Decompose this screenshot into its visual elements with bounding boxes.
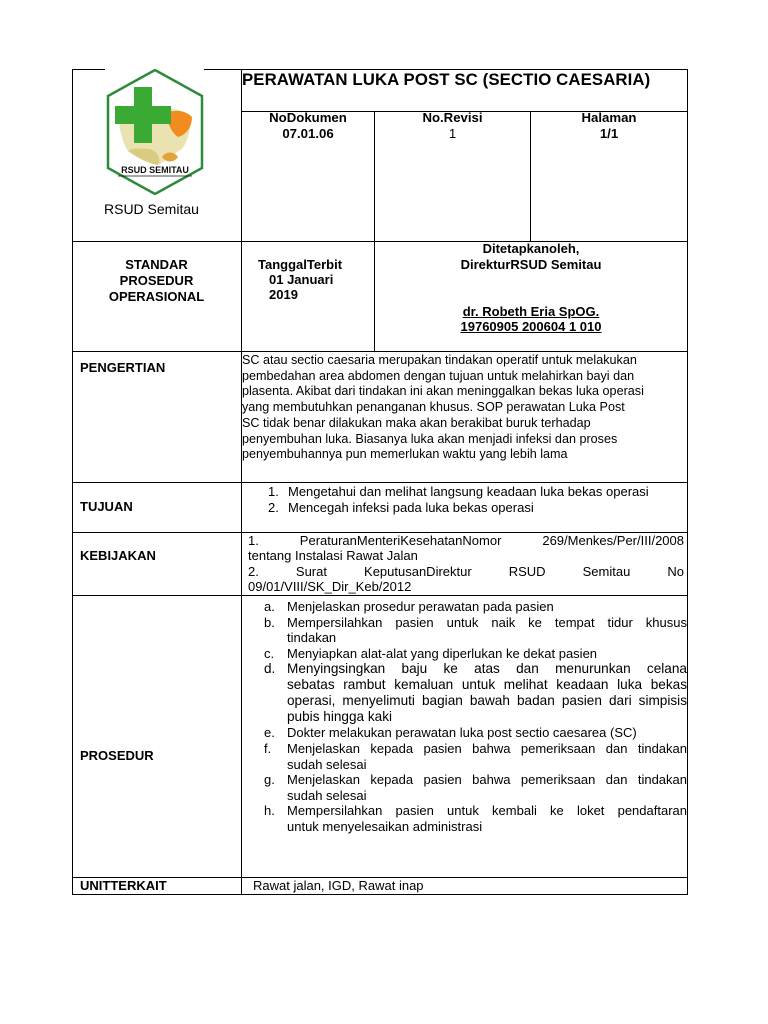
- prosedur-line: Menyiapkan alat-alat yang diperlukan ke dekat pasien: [287, 645, 598, 661]
- tujuan-item: [268, 484, 688, 500]
- unit-terkait-label: UNITTERKAIT: [80, 878, 167, 893]
- pengertian-line: SC atau sectio caesaria merupakan tindakan operatif untuk melakukan: [242, 353, 637, 367]
- list-marker: c.: [264, 645, 275, 661]
- prosedur-line: Dokter melakukan perawatan luka post sectio caesarea (SC): [287, 725, 637, 741]
- kebijakan-text: [248, 533, 684, 594]
- row-divider: [72, 351, 688, 352]
- tujuan-item-text: Mengetahui dan melihat langsung keadaan luka bekas operasi: [288, 484, 649, 499]
- prosedur-line: operasi, menyelimuti bagian bawah badan pasien dari simpisis: [287, 693, 687, 709]
- prosedur-item: [264, 741, 687, 772]
- kebijakan-line: 09/01/VIII/SK_Dir_Keb/2012: [248, 579, 412, 594]
- kebijakan-line: tentang Instalasi Rawat Jalan: [248, 548, 418, 564]
- tujuan-list: [268, 484, 688, 516]
- list-marker: d.: [264, 661, 276, 677]
- prosedur-line: pubis hingga kaki: [287, 709, 393, 725]
- list-marker: g.: [264, 772, 275, 788]
- table-border-left: [72, 69, 73, 895]
- halaman-label: Halaman: [581, 110, 637, 125]
- row-divider: [72, 595, 688, 596]
- sop-document: [72, 69, 688, 895]
- halaman-value: 1/1: [599, 126, 619, 141]
- tujuan-item-text: Mencegah infeksi pada luka bekas operasi: [288, 500, 534, 515]
- column-divider: [241, 69, 242, 895]
- unit-terkait-value: Rawat jalan, IGD, Rawat inap: [253, 878, 424, 893]
- list-marker: f.: [264, 740, 272, 756]
- tujuan-item: [268, 500, 688, 516]
- hospital-logo: [106, 69, 204, 195]
- pengertian-line: penyembuhannya pun memerlukan waktu yang lebih lama: [242, 447, 568, 462]
- prosedur-list: [264, 599, 687, 835]
- list-marker: b.: [264, 614, 275, 630]
- prosedur-line: Menjelaskan kepada pasien bahwa pemeriksaan dan tindakan: [287, 740, 687, 756]
- list-marker: h.: [264, 803, 275, 819]
- signer-nip: 19760905 200604 1 010: [460, 319, 602, 334]
- list-marker: 2.: [268, 500, 279, 515]
- table-border-right: [687, 69, 688, 895]
- no-dokumen-label: NoDokumen: [269, 110, 347, 125]
- ditetapkan-oleh: Ditetapkanoleh,: [482, 241, 580, 256]
- pengertian-line: penyembuhan luka. Biasanya luka akan menjadi infeksi dan proses: [242, 431, 618, 446]
- tanggal-terbit-value-line2: 2019: [269, 287, 298, 302]
- pengertian-line: SC tidak benar dilakukan maka akan berakibat buruk terhadap: [242, 415, 591, 430]
- no-dokumen-value: 07.01.06: [282, 126, 334, 141]
- prosedur-item: [264, 599, 687, 615]
- prosedur-item: [264, 661, 687, 725]
- no-revisi-value: 1: [448, 126, 457, 141]
- prosedur-line: untuk menyelesaikan administrasi: [287, 818, 483, 834]
- prosedur-item: [264, 803, 687, 834]
- prosedur-line: tindakan: [287, 630, 337, 646]
- row-divider: [72, 482, 688, 483]
- table-border-bottom: [72, 894, 688, 895]
- prosedur-line: sudah selesai: [287, 787, 367, 803]
- prosedur-item: [264, 646, 687, 662]
- list-marker: 1.: [268, 484, 279, 499]
- sop-label-line1: STANDAR: [125, 257, 188, 272]
- prosedur-label: PROSEDUR: [80, 748, 154, 763]
- prosedur-line: sebatas rambut kemaluan untuk melihat keadaan luka bekas: [287, 677, 687, 693]
- kebijakan-label: KEBIJAKAN: [80, 548, 156, 563]
- pengertian-label: PENGERTIAN: [80, 360, 166, 375]
- list-marker: a.: [264, 599, 275, 614]
- tujuan-label: TUJUAN: [80, 499, 133, 514]
- signer-name: dr. Robeth Eria SpOG.: [462, 304, 600, 319]
- prosedur-item: [264, 725, 687, 741]
- no-revisi-label: No.Revisi: [422, 110, 483, 125]
- pengertian-line: yang membutuhkan penanganan khusus. SOP perawatan Luka Post: [242, 400, 625, 415]
- prosedur-item: [264, 772, 687, 803]
- prosedur-line: Mempersilahkan pasien untuk naik ke tempat tidur khusus: [287, 614, 687, 630]
- pengertian-line: plasenta. Akibat dari tindakan ini akan meninggalkan bekas luka operasi: [242, 384, 644, 399]
- direktur-title: DirekturRSUD Semitau: [460, 257, 602, 272]
- tanggal-terbit-label: TanggalTerbit: [258, 257, 343, 272]
- green-cross-map-logo-icon: [106, 69, 204, 195]
- kebijakan-line: 1. PeraturanMenteriKesehatanNomor 269/Menkes/Per/III/2008: [248, 533, 684, 548]
- document-title: PERAWATAN LUKA POST SC (SECTIO CAESARIA): [242, 70, 651, 89]
- prosedur-line: sudah selesai: [287, 756, 367, 772]
- kebijakan-line: 2. Surat KeputusanDirektur RSUD Semitau No: [248, 563, 684, 579]
- prosedur-line: Menjelaskan prosedur perawatan pada pasien: [287, 599, 554, 614]
- prosedur-line: Menyingsingkan baju ke atas dan menurunkan celana: [287, 661, 687, 677]
- table-border-top-left: [72, 69, 105, 70]
- list-marker: e.: [264, 725, 275, 741]
- pengertian-text: [242, 353, 692, 463]
- sop-label-line3: OPERASIONAL: [108, 289, 205, 304]
- tanggal-terbit-value-line1: 01 Januari: [269, 272, 334, 287]
- sop-label-line2: PROSEDUR: [119, 273, 194, 288]
- prosedur-item: [264, 615, 687, 646]
- prosedur-line: Mempersilahkan pasien untuk kembali ke loket pendaftaran: [287, 803, 687, 819]
- svg-text:RSUD SEMITAU: RSUD SEMITAU: [121, 165, 189, 175]
- hospital-name: RSUD Semitau: [104, 201, 199, 217]
- pengertian-line: pembedahan area abdomen dengan tujuan untuk melahirkan bayi dan: [242, 368, 635, 383]
- prosedur-line: Menjelaskan kepada pasien bahwa pemeriksaan dan tindakan: [287, 772, 687, 788]
